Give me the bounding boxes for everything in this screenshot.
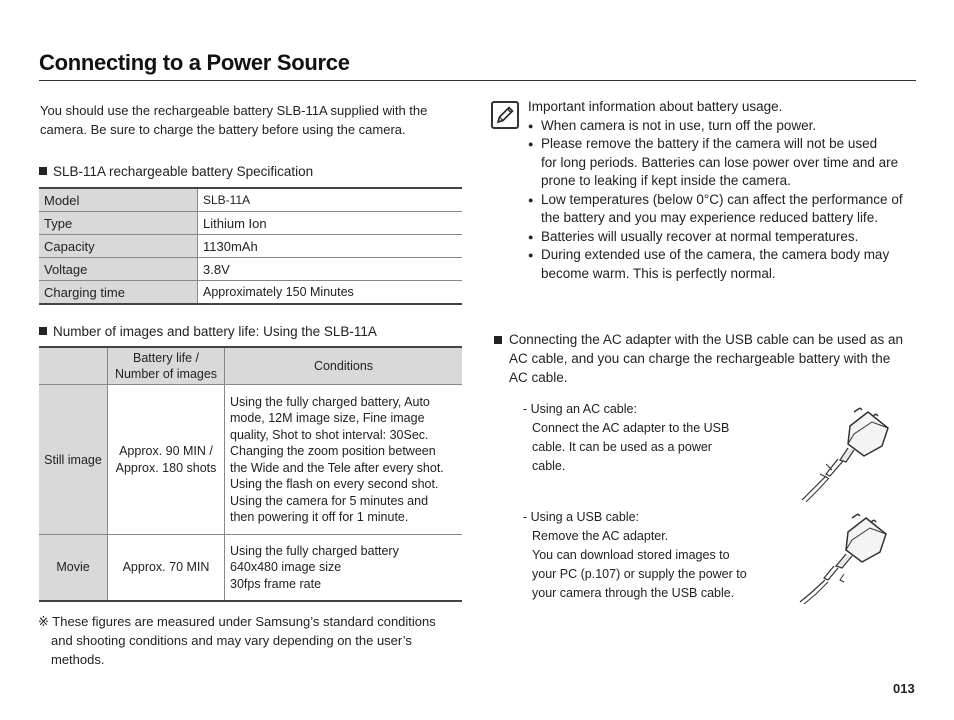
intro-line: camera. Be sure to charge the battery before using the camera.	[40, 122, 406, 137]
table-row: Type Lithium Ion	[39, 212, 462, 235]
battery-info	[528, 98, 918, 283]
table-row: Charging time Approximately 150 Minutes	[39, 281, 462, 305]
table-row: Still image Approx. 90 MIN / Approx. 180 shots Using the fully charged battery, Auto mode, 12M image size, Fine image quality, Shot to shot interval: 30Sec. Changing the zoom position between the Wide and the Tele after every shot. Using the flash on every second shot. Using the camera for 5 minutes and then powering it off for 1 minute.	[39, 385, 462, 535]
table-row: Voltage 3.8V	[39, 258, 462, 281]
life-heading: Number of images and battery life: Using the SLB-11A	[39, 324, 377, 339]
table-row: Capacity 1130mAh	[39, 235, 462, 258]
square-bullet-icon	[39, 167, 47, 175]
table-header-row	[39, 347, 462, 385]
usb-cable-instructions: - Using a USB cable: Remove the AC adapter. You can download stored images to your PC (p.107) or supply the power to your camera through the USB cable.	[523, 510, 747, 600]
spec-heading: SLB-11A rechargeable battery Specification	[39, 164, 313, 179]
footnote: ※ These figures are measured under Samsung’s standard conditions and shooting conditions and may vary depending on the user’s methods.	[38, 614, 436, 667]
col-battery-life: Battery life / Number of images	[108, 347, 225, 385]
adapter-section: Connecting the AC adapter with the USB cable can be used as an AC cable, and you can charge the rechargeable battery with the AC cable.	[494, 330, 918, 387]
list-item: ● During extended use of the camera, the camera body may become warm. This is perfectly normal.	[528, 246, 918, 283]
page-title: Connecting to a Power Source	[39, 50, 350, 75]
intro-text	[40, 101, 450, 139]
ac-cable-instructions: - Using an AC cable: Connect the AC adapter to the USB cable. It can be used as a power cable.	[523, 402, 730, 473]
square-bullet-icon	[494, 336, 502, 344]
title-rule	[39, 80, 916, 81]
spec-table	[39, 187, 462, 305]
col-conditions: Conditions	[225, 347, 463, 385]
list-item: ● When camera is not in use, turn off the power.	[528, 117, 918, 136]
table-row: Model SLB-11A	[39, 188, 462, 212]
table-row: Movie Approx. 70 MIN Using the fully charged battery 640x480 image size 30fps frame rate	[39, 535, 462, 601]
page-number: 013	[893, 681, 915, 696]
usb-cable-illustration	[798, 510, 898, 604]
ac-adapter-illustration	[798, 404, 898, 502]
square-bullet-icon	[39, 327, 47, 335]
battery-life-table	[39, 346, 462, 602]
list-item: ● Please remove the battery if the camera will not be used for long periods. Batteries can lose power over time and are prone to leaking if kept inside the camera.	[528, 135, 918, 191]
note-pencil-icon	[491, 101, 519, 129]
intro-line: You should use the rechargeable battery SLB-11A supplied with the	[40, 103, 428, 118]
info-heading: Important information about battery usage.	[528, 99, 783, 114]
list-item: ● Low temperatures (below 0°C) can affect the performance of the battery and you may experience reduced battery life.	[528, 191, 918, 228]
empty-header-cell	[39, 347, 108, 385]
list-item: ● Batteries will usually recover at normal temperatures.	[528, 228, 918, 247]
